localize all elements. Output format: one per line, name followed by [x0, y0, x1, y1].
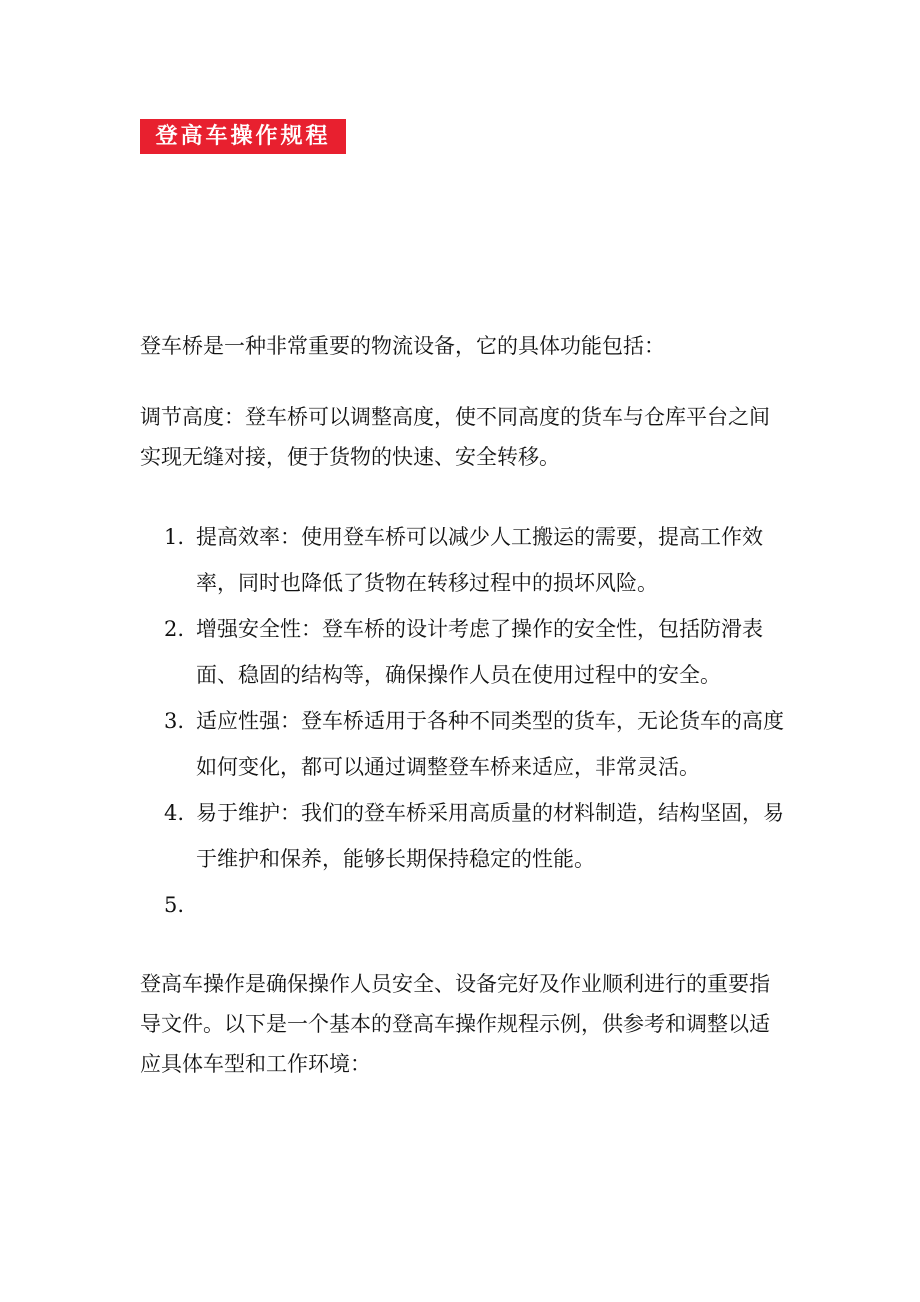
list-text: 易于维护：我们的登车桥采用高质量的材料制造，结构坚固，易于维护和保养，能够长期保持稳定的性能。: [196, 801, 784, 871]
list-number: 2.: [164, 617, 185, 641]
list-text: 提高效率：使用登车桥可以减少人工搬运的需要，提高工作效率，同时也降低了货物在转移过程中的损坏风险。: [196, 525, 763, 595]
list-item: [140, 698, 790, 790]
list-number: 3.: [164, 709, 185, 733]
list-text: 增强安全性：登车桥的设计考虑了操作的安全性，包括防滑表面、稳固的结构等，确保操作人员在使用过程中的安全。: [196, 617, 763, 687]
list-text: 适应性强：登车桥适用于各种不同类型的货车，无论货车的高度如何变化，都可以通过调整登车桥来适应，非常灵活。: [196, 709, 784, 779]
adjust-height-paragraph: 调节高度：登车桥可以调整高度，使不同高度的货车与仓库平台之间实现无缝对接，便于货物的快速、安全转移。: [140, 405, 770, 469]
intro-paragraph: 登车桥是一种非常重要的物流设备，它的具体功能包括：: [140, 334, 665, 358]
list-item: [140, 790, 790, 882]
function-list: [140, 514, 790, 928]
list-number: 1.: [164, 525, 185, 549]
list-item: [140, 606, 790, 698]
list-item: [140, 882, 790, 928]
page-title: 登高车操作规程: [140, 119, 346, 154]
list-text: [196, 893, 203, 917]
list-number: 5.: [164, 893, 185, 917]
list-item: [140, 514, 790, 606]
closing-paragraph: 登高车操作是确保操作人员安全、设备完好及作业顺利进行的重要指导文件。以下是一个基本的登高车操作规程示例，供参考和调整以适应具体车型和工作环境：: [140, 972, 770, 1076]
list-number: 4.: [164, 801, 185, 825]
